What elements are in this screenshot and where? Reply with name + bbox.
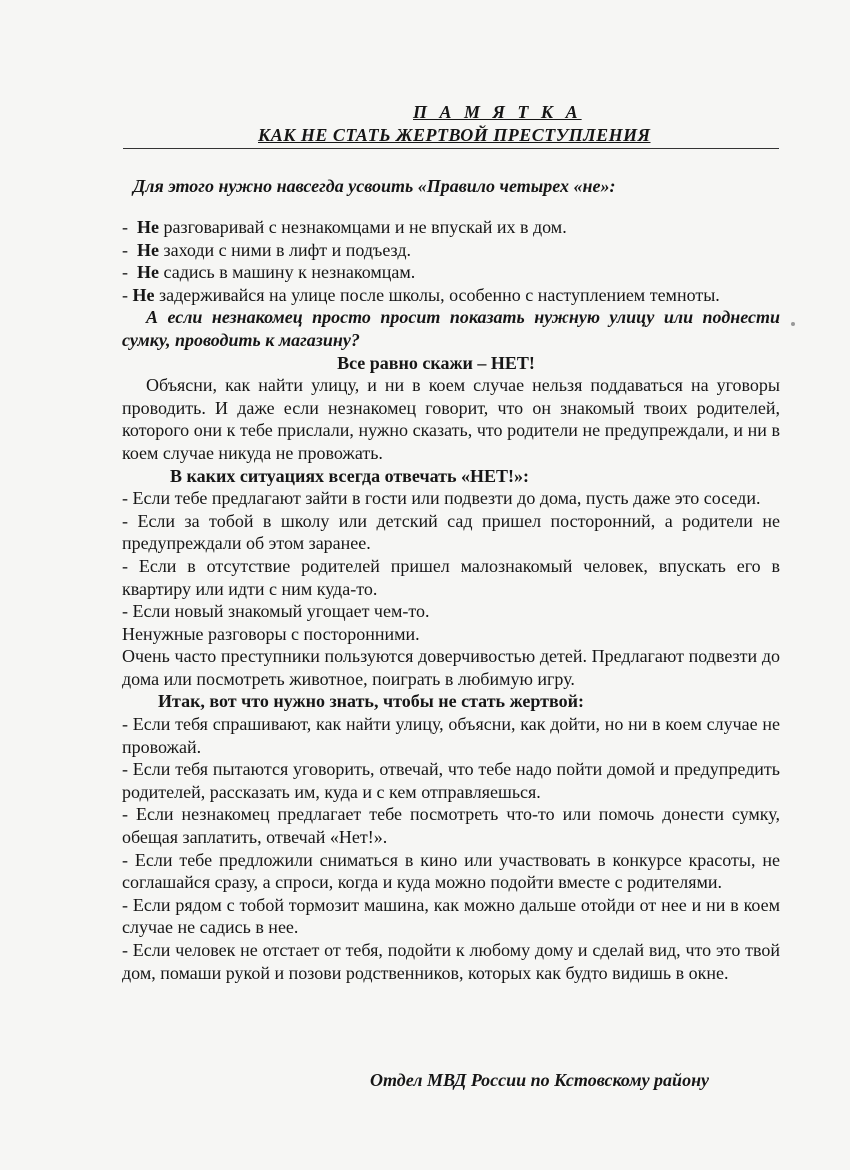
know-item: - Если тебя пытаются уговорить, отвечай, что тебе надо пойти домой и предупредить родителей, рассказать им, куда и с кем отправляешься. — [122, 759, 780, 802]
situation-item: - Если в отсутствие родителей пришел малознакомый человек, впускать его в квартиру или идти с ним куда-то. — [122, 555, 780, 599]
rule-item: - Не садись в машину к незнакомцам. — [122, 262, 416, 283]
know-heading: Итак, вот что нужно знать, чтобы не стать жертвой: — [158, 691, 584, 712]
rule-item: - Не разговаривай с незнакомцами и не впускай их в дом. — [122, 217, 567, 237]
explain-paragraph: Объясни, как найти улицу, и ни в коем случае нельзя поддаваться на уговоры проводить. И даже если незнакомец говорит, что он знакомый твоих родителей, которого они к тебе прислали, нужно сказать, что родители не предупреждали, и ни в коем случае никуда не провожать. — [122, 375, 780, 463]
rule-item-text: задерживайся на улице после школы, особенно с наступлением темноты. — [154, 284, 720, 305]
know-item: - Если тебя спрашивают, как найти улицу, объясни, как дойти, но ни в коем случае не провожай. — [122, 714, 780, 757]
unneeded-line: Ненужные разговоры с посторонними. — [122, 623, 420, 644]
know-item: - Если незнакомец предлагает тебе посмотреть что-то или помочь донести сумку, обещая заплатить, отвечай «Нет!». — [122, 804, 780, 848]
situation-item: - Если новый знакомый угощает чем-то. — [122, 601, 430, 622]
rule-item-bold: Не — [137, 262, 159, 283]
rule-item-text: разговаривай с незнакомцами и не впускай их в дом. — [159, 217, 567, 237]
document-body — [122, 216, 780, 984]
know-item: - Если рядом с тобой тормозит машина, как можно дальше отойди от нее и ни в коем случае не садись в нее. — [122, 894, 780, 938]
rule-item-text: садись в машину к незнакомцам. — [159, 262, 416, 283]
document-title-subject: КАК НЕ СТАТЬ ЖЕРТВОЙ ПРЕСТУПЛЕНИЯ — [258, 125, 651, 145]
know-item: - Если тебе предложили сниматься в кино или участвовать в конкурсе красоты, не соглашайся сразу, а спроси, когда и куда можно подойти вместе с родителями. — [122, 849, 780, 893]
scan-speck — [791, 322, 795, 326]
rule-item-text: заходи с ними в лифт и подъезд. — [159, 239, 411, 260]
situation-item: - Если тебе предлагают зайти в гости или подвезти до дома, пусть даже это соседи. — [122, 488, 761, 509]
rule-item-bold: Не — [132, 284, 155, 305]
know-item: - Если человек не отстает от тебя, подойти к любому дому и сделай вид, что это твой дом, помаши рукой и позови родственников, которых как будто видишь в окне. — [122, 940, 780, 983]
rule-item-bold: Не — [137, 217, 159, 237]
signature-line: Отдел МВД России по Кстовскому району — [370, 1070, 710, 1090]
document-title-memo: П А М Я Т К А — [413, 102, 582, 122]
title-underline-rule — [123, 148, 779, 149]
rule-item: - Не задерживайся на улице после школы, особенно с наступлением темноты. — [122, 284, 720, 305]
answer-line: Все равно скажи – НЕТ! — [337, 352, 535, 373]
situations-heading: В каких ситуациях всегда отвечать «НЕТ!»: — [170, 465, 529, 486]
rule-item-bold: Не — [137, 239, 159, 260]
often-paragraph: Очень часто преступники пользуются доверчивостью детей. Предлагают подвезти до дома или посмотреть животное, поиграть в любимую игру. — [122, 646, 780, 689]
intro-line: Для этого нужно навсегда усвоить «Правило четырех «не»: — [133, 176, 616, 196]
rule-item: - Не заходи с ними в лифт и подъезд. — [122, 239, 411, 260]
situation-item: - Если за тобой в школу или детский сад пришел посторонний, а родители не предупреждали об этом заранее. — [122, 510, 780, 554]
question-paragraph: А если незнакомец просто просит показать нужную улицу или поднести сумку, проводить к магазину? — [122, 307, 780, 350]
